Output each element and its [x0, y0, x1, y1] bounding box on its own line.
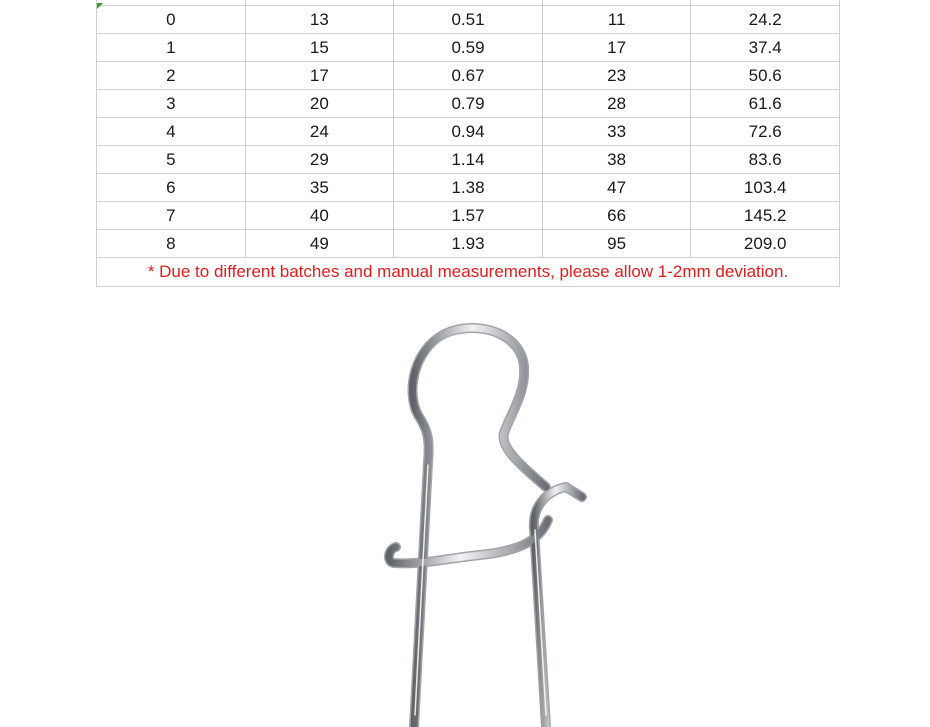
table-row	[97, 230, 840, 258]
cell-length-inch: 0.51	[394, 6, 543, 34]
cell-size: 5	[97, 146, 246, 174]
table-row	[97, 146, 840, 174]
cell-length-mm: 15	[245, 34, 394, 62]
cell-test-lb: 24.2	[691, 6, 840, 34]
table-row	[97, 118, 840, 146]
cell-length-mm: 13	[245, 6, 394, 34]
table-row	[97, 90, 840, 118]
cell-test-kg: 95	[542, 230, 691, 258]
cell-test-kg: 11	[542, 6, 691, 34]
snap-clip-icon	[370, 315, 630, 727]
cell-marker-icon	[97, 3, 103, 9]
note-row	[97, 258, 840, 287]
cell-test-kg: 47	[542, 174, 691, 202]
cell-size: 4	[97, 118, 246, 146]
cell-length-inch: 0.94	[394, 118, 543, 146]
cell-test-kg: 33	[542, 118, 691, 146]
cell-size: 6	[97, 174, 246, 202]
cell-test-kg: 38	[542, 146, 691, 174]
table-row	[97, 34, 840, 62]
table-row	[97, 174, 840, 202]
cell-length-inch: 1.57	[394, 202, 543, 230]
cell-length-mm: 20	[245, 90, 394, 118]
cell-size: 8	[97, 230, 246, 258]
cell-length-mm: 24	[245, 118, 394, 146]
cell-test-lb: 145.2	[691, 202, 840, 230]
deviation-note: * Due to different batches and manual measurements, please allow 1-2mm deviation.	[97, 258, 840, 287]
cell-size: 7	[97, 202, 246, 230]
cell-test-lb: 83.6	[691, 146, 840, 174]
cell-length-mm: 49	[245, 230, 394, 258]
cell-length-inch: 1.38	[394, 174, 543, 202]
cell-test-kg: 17	[542, 34, 691, 62]
cell-test-kg: 28	[542, 90, 691, 118]
table-row	[97, 202, 840, 230]
cell-test-lb: 37.4	[691, 34, 840, 62]
cell-length-inch: 0.59	[394, 34, 543, 62]
cell-test-lb: 103.4	[691, 174, 840, 202]
cell-size: 0	[97, 6, 246, 34]
cell-length-inch: 0.67	[394, 62, 543, 90]
cell-length-mm: 40	[245, 202, 394, 230]
cell-length-inch: 1.93	[394, 230, 543, 258]
cell-test-lb: 50.6	[691, 62, 840, 90]
cell-size: 1	[97, 34, 246, 62]
table-row	[97, 6, 840, 34]
cell-length-mm: 35	[245, 174, 394, 202]
cell-length-mm: 17	[245, 62, 394, 90]
cell-length-mm: 29	[245, 146, 394, 174]
cell-test-lb: 72.6	[691, 118, 840, 146]
table-row	[97, 62, 840, 90]
cell-size: 2	[97, 62, 246, 90]
cell-length-inch: 1.14	[394, 146, 543, 174]
cell-size: 3	[97, 90, 246, 118]
cell-test-kg: 23	[542, 62, 691, 90]
cell-test-kg: 66	[542, 202, 691, 230]
cell-test-lb: 61.6	[691, 90, 840, 118]
cell-test-lb: 209.0	[691, 230, 840, 258]
size-table	[96, 0, 840, 287]
cell-length-inch: 0.79	[394, 90, 543, 118]
